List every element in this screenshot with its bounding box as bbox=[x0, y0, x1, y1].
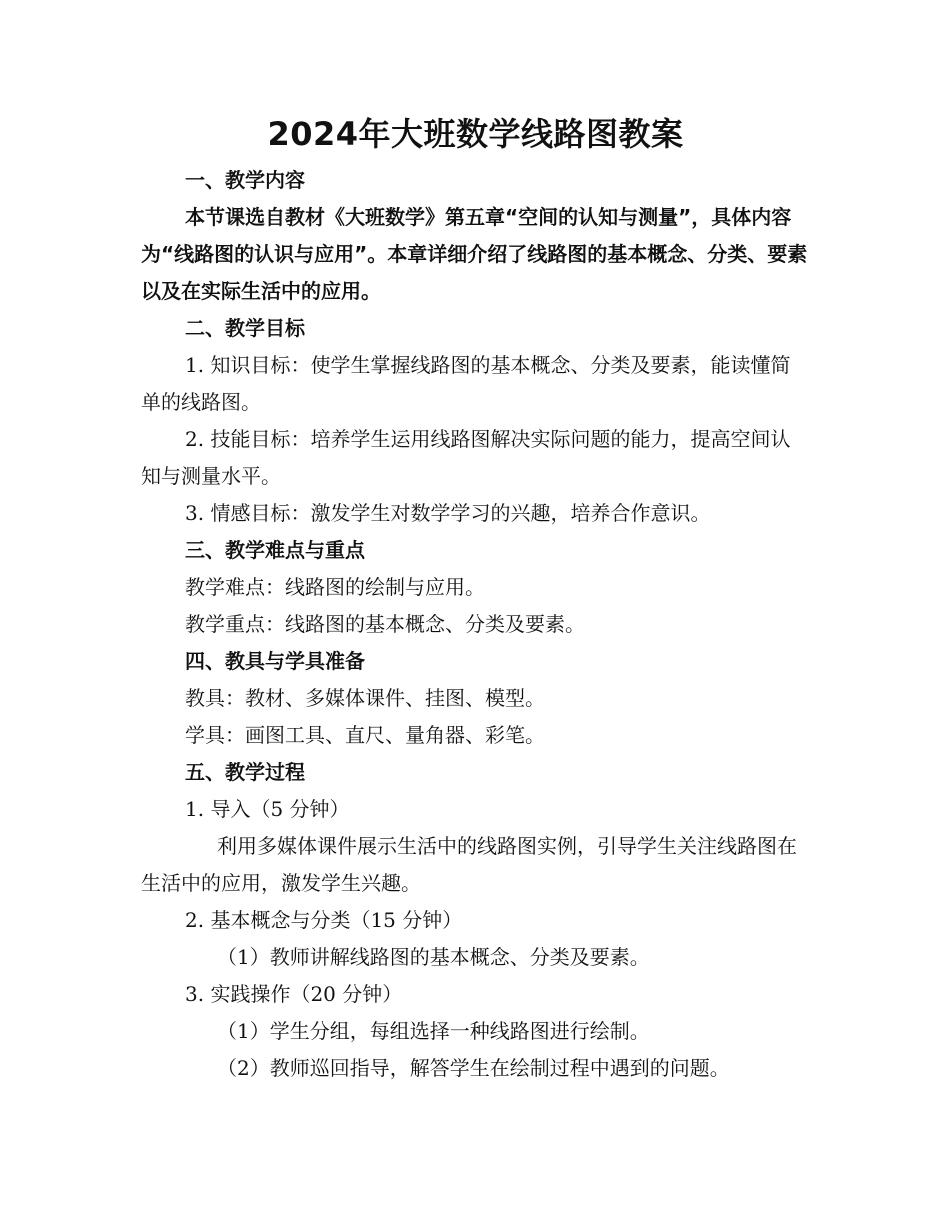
section-heading-objectives: 二、教学目标 bbox=[185, 316, 305, 340]
objective-item-knowledge: 1. 知识目标：使学生掌握线路图的基本概念、分类及要素，能读懂简单的线路图。 bbox=[141, 353, 791, 414]
process-step3-item1: （1）学生分组，每组选择一种线路图进行绘制。 bbox=[217, 1019, 650, 1043]
section-heading-process: 五、教学过程 bbox=[185, 760, 305, 784]
process-step3-title: 3. 实践操作（20 分钟） bbox=[185, 982, 403, 1006]
document-title: 2024年大班数学线路图教案 bbox=[267, 115, 684, 153]
difficulty-text: 教学难点：线路图的绘制与应用。 bbox=[185, 575, 485, 599]
process-step2-item1: （1）教师讲解线路图的基本概念、分类及要素。 bbox=[217, 945, 650, 969]
process-step1-text: 利用多媒体课件展示生活中的线路图实例，引导学生关注线路图在生活中的应用，激发学生兴趣。 bbox=[141, 834, 797, 895]
objective-item-emotion: 3. 情感目标：激发学生对数学学习的兴趣，培养合作意识。 bbox=[185, 501, 711, 525]
process-step2-title: 2. 基本概念与分类（15 分钟） bbox=[185, 908, 463, 932]
process-step3-item2: （2）教师巡回指导，解答学生在绘制过程中遇到的问题。 bbox=[217, 1056, 730, 1080]
objective-item-skill: 2. 技能目标：培养学生运用线路图解决实际问题的能力，提高空间认知与测量水平。 bbox=[141, 427, 791, 488]
teaching-tools-text: 教具：教材、多媒体课件、挂图、模型。 bbox=[185, 686, 545, 710]
section-heading-content: 一、教学内容 bbox=[185, 168, 305, 192]
section-heading-tools: 四、教具与学具准备 bbox=[185, 649, 365, 673]
content-paragraph: 本节课选自教材《大班数学》第五章“空间的认知与测量”，具体内容为“线路图的认识与应用”。本章详细介绍了线路图的基本概念、分类、要素以及在实际生活中的应用。 bbox=[141, 205, 808, 303]
section-heading-difficulties: 三、教学难点与重点 bbox=[185, 538, 365, 562]
process-step1-title: 1. 导入（5 分钟） bbox=[185, 797, 350, 821]
key-point-text: 教学重点：线路图的基本概念、分类及要素。 bbox=[185, 612, 585, 636]
learning-tools-text: 学具：画图工具、直尺、量角器、彩笔。 bbox=[185, 723, 545, 747]
